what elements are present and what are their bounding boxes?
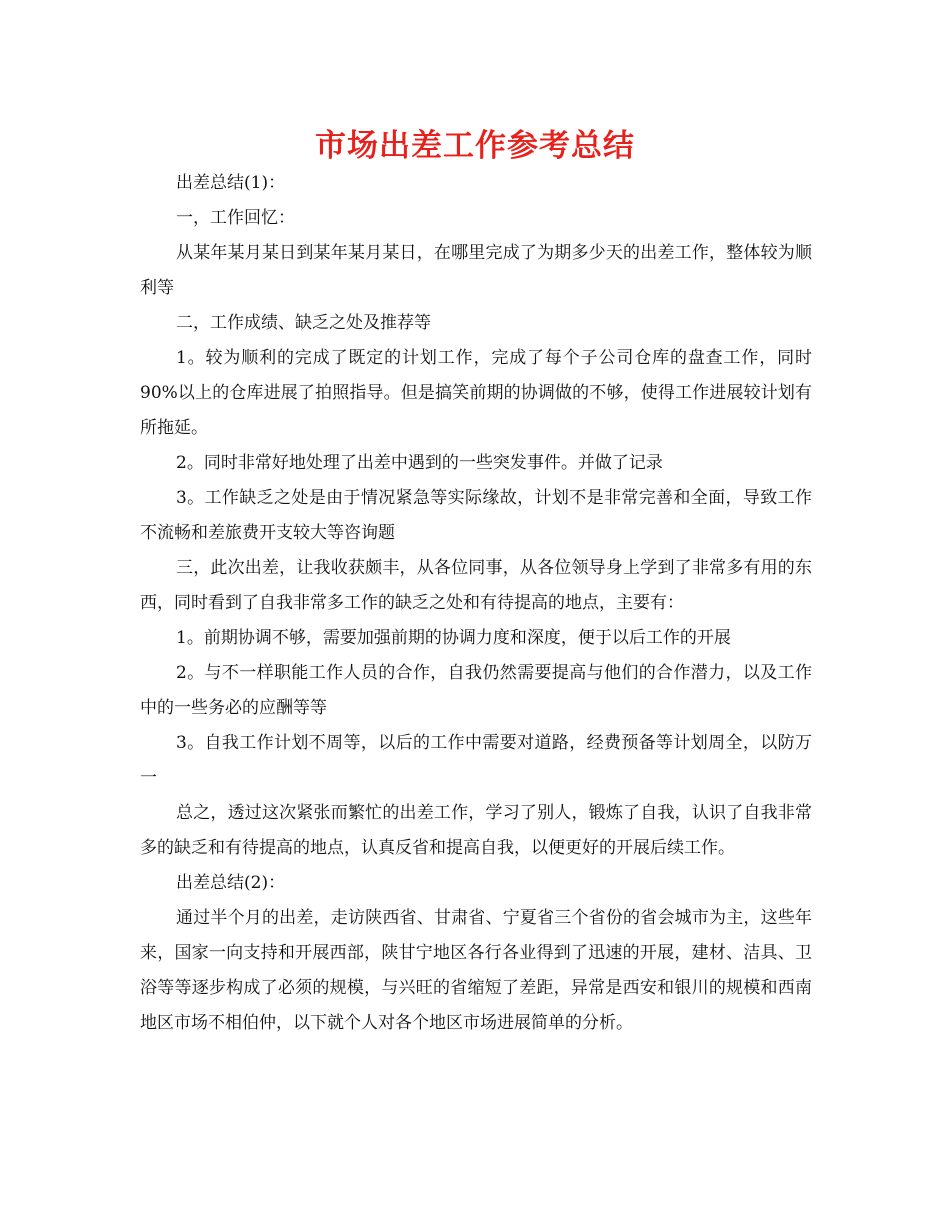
- paragraph-section-3: 三，此次出差，让我收获颇丰，从各位同事，从各位领导身上学到了非常多有用的东西，同时看到了自我非常多工作的缺乏之处和有待提高的地点，主要有：: [140, 558, 812, 613]
- paragraph-market-overview: 通过半个月的出差，走访陕西省、甘肃省、宁夏省三个省份的省会城市为主，这些年来，国家一向支持和开展西部，陕甘宁地区各行各业得到了迅速的开展，建材、洁具、卫浴等等逐步构成了必须的规模，与兴旺的省缩短了差距，异常是西安和银川的规模和西南地区市场不相伯仲，以下就个人对各个地区市场进展简单的分析。: [140, 908, 812, 1033]
- paragraph-item-3: 3。工作缺乏之处是由于情况紧急等实际缘故，计划不是非常完善和全面，导致工作不流畅和差旅费开支较大等咨询题: [140, 488, 812, 543]
- paragraph-conclusion: 总之，透过这次紧张而繁忙的出差工作，学习了别人，锻炼了自我，认识了自我非常多的缺乏和有待提高的地点，认真反省和提高自我，以便更好的开展后续工作。: [140, 803, 812, 858]
- paragraph-summary-1-heading: 出差总结(1)：: [176, 173, 286, 193]
- paragraph-item-2: 2。同时非常好地处理了出差中遇到的一些突发事件。并做了记录: [176, 453, 663, 473]
- document-body: [140, 166, 812, 1041]
- paragraph-improvement-2: 2。与不一样职能工作人员的合作，自我仍然需要提高与他们的合作潜力，以及工作中的一些务必的应酬等等: [140, 663, 812, 718]
- document-title: 市场出差工作参考总结: [315, 128, 635, 164]
- paragraph-improvement-1: 1。前期协调不够，需要加强前期的协调力度和深度，便于以后工作的开展: [176, 628, 731, 648]
- paragraph-improvement-3: 3。自我工作计划不周等，以后的工作中需要对道路，经费预备等计划周全，以防万一: [140, 733, 812, 788]
- paragraph-item-1: 1。较为顺利的完成了既定的计划工作，完成了每个子公司仓库的盘查工作，同时90%以上的仓库进展了拍照指导。但是搞笑前期的协调做的不够，使得工作进展较计划有所拖延。: [140, 348, 812, 438]
- paragraph-section-1-heading: 一，工作回忆：: [176, 208, 295, 228]
- paragraph-section-2-heading: 二，工作成绩、缺乏之处及推荐等: [176, 313, 431, 333]
- paragraph-summary-2-heading: 出差总结(2)：: [176, 873, 286, 893]
- paragraph-work-review: 从某年某月某日到某年某月某日，在哪里完成了为期多少天的出差工作，整体较为顺利等: [140, 243, 812, 298]
